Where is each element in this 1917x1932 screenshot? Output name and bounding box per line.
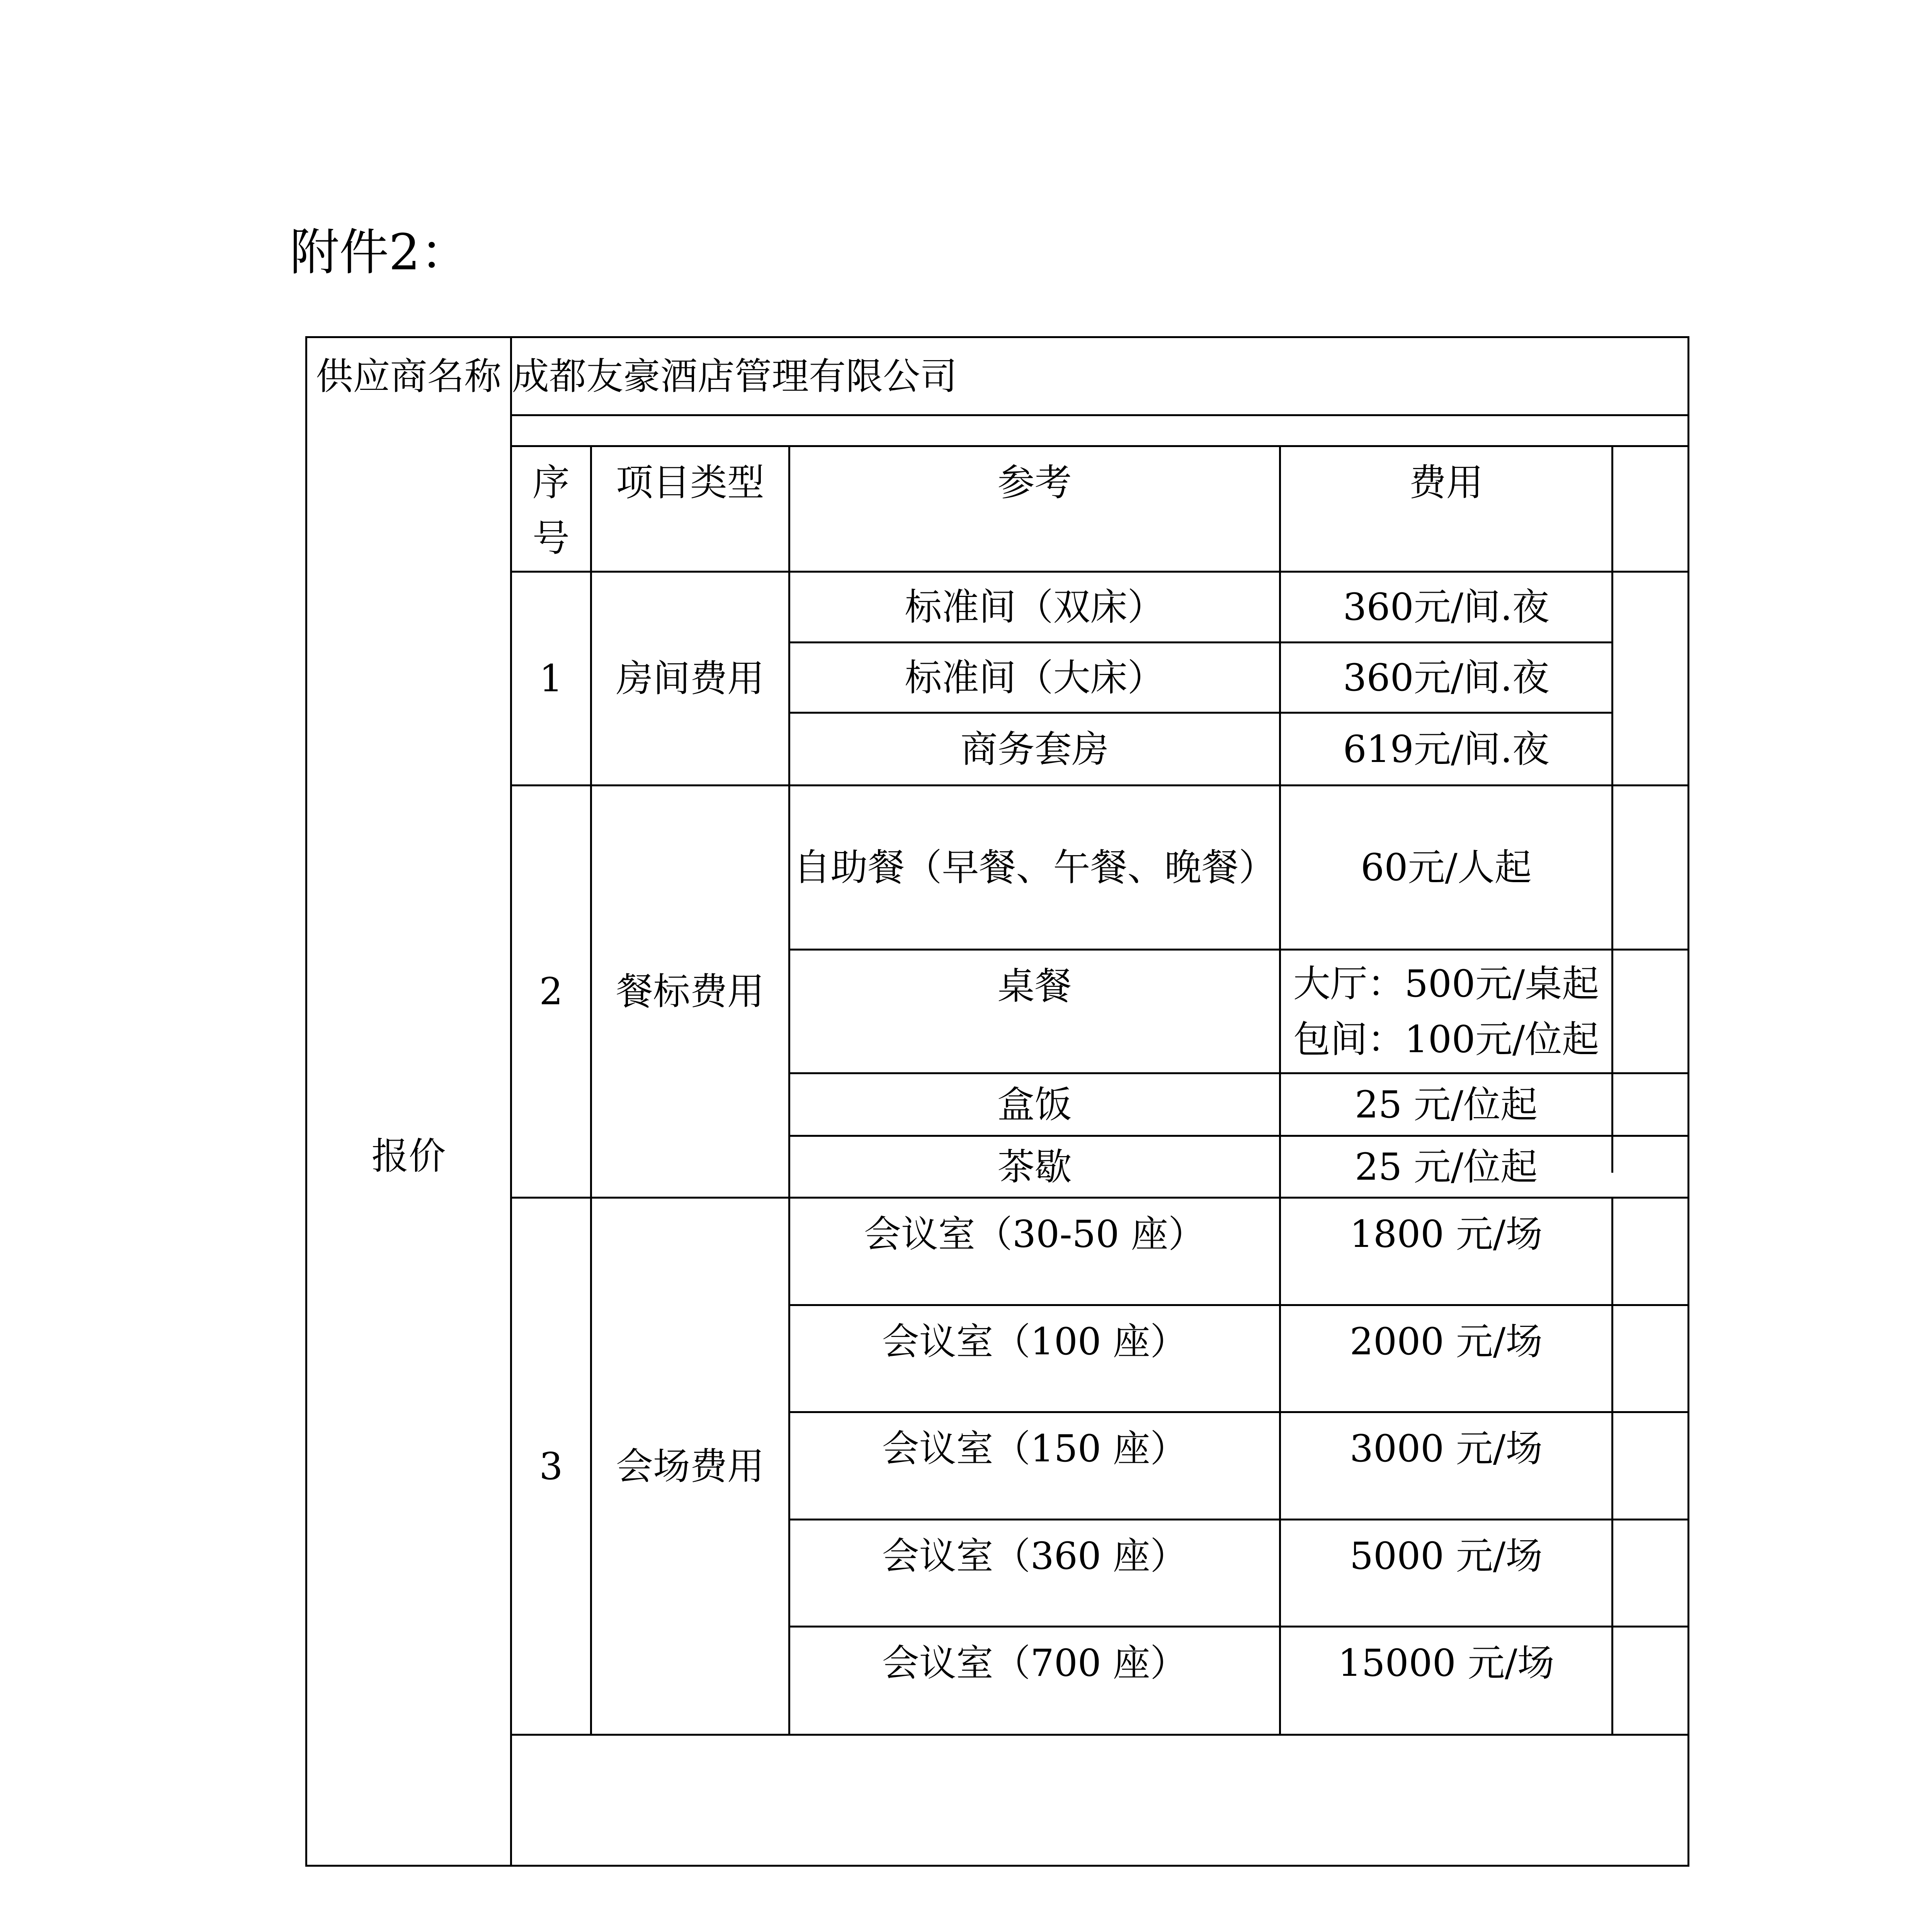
group-type: 餐标费用 [616, 970, 764, 1013]
column-header-seq-line-1: 序 [532, 461, 570, 504]
item-fee-private-room: 包间：100元/位起 [1293, 1017, 1599, 1061]
supplier-label: 供应商名称 [316, 354, 502, 398]
group-type: 会场费用 [616, 1444, 764, 1488]
item-fee: 2000 元/场 [1349, 1320, 1543, 1363]
item-fee: 60元/人起 [1361, 846, 1532, 889]
rule [510, 414, 1689, 416]
item-reference: 商务套房 [960, 727, 1109, 771]
item-reference: 桌餐 [997, 964, 1072, 1008]
rule [1611, 949, 1613, 1074]
item-reference: 会议室（700 座） [882, 1641, 1187, 1685]
rule [305, 1865, 1689, 1867]
rule [510, 1734, 1689, 1736]
item-reference: 会议室（100 座） [882, 1320, 1187, 1363]
rule [1611, 1197, 1613, 1736]
item-reference: 会议室（30-50 座） [864, 1213, 1206, 1256]
supplier-name: 成都友豪酒店管理有限公司 [512, 354, 957, 398]
item-fee [1281, 951, 1611, 1072]
column-header-fee: 费用 [1409, 461, 1483, 504]
column-header-reference: 参考 [997, 461, 1072, 504]
attachment-heading: 附件2： [290, 224, 470, 281]
item-fee: 25 元/位起 [1354, 1145, 1538, 1189]
item-reference: 会议室（150 座） [882, 1427, 1187, 1470]
group-seq: 3 [539, 1444, 563, 1488]
item-reference: 自助餐（早餐、午餐、晚餐） [793, 846, 1276, 889]
quote-label: 报价 [371, 1134, 446, 1178]
item-fee: 15000 元/场 [1338, 1641, 1555, 1685]
rule [1687, 336, 1689, 1867]
item-fee: 619元/间.夜 [1343, 727, 1550, 771]
group-seq: 1 [539, 657, 563, 700]
item-reference: 会议室（360 座） [882, 1534, 1187, 1578]
item-reference: 盒饭 [997, 1083, 1072, 1126]
item-reference: 茶歇 [997, 1145, 1072, 1189]
item-fee: 360元/间.夜 [1343, 585, 1550, 629]
item-fee-hall: 大厅：500元/桌起 [1293, 962, 1599, 1005]
column-header-seq [512, 447, 590, 571]
item-fee: 3000 元/场 [1349, 1427, 1543, 1470]
item-fee: 25 元/位起 [1354, 1083, 1538, 1126]
group-seq: 2 [539, 970, 563, 1013]
item-fee: 5000 元/场 [1349, 1534, 1543, 1578]
item-fee: 360元/间.夜 [1343, 656, 1550, 699]
item-reference: 标准间（双床） [905, 585, 1165, 629]
column-header-type: 项目类型 [616, 461, 764, 504]
item-reference: 标准间（大床） [905, 656, 1165, 699]
item-fee: 1800 元/场 [1349, 1213, 1543, 1256]
group-type: 房间费用 [616, 657, 764, 700]
column-header-seq-line-2: 号 [532, 517, 570, 560]
